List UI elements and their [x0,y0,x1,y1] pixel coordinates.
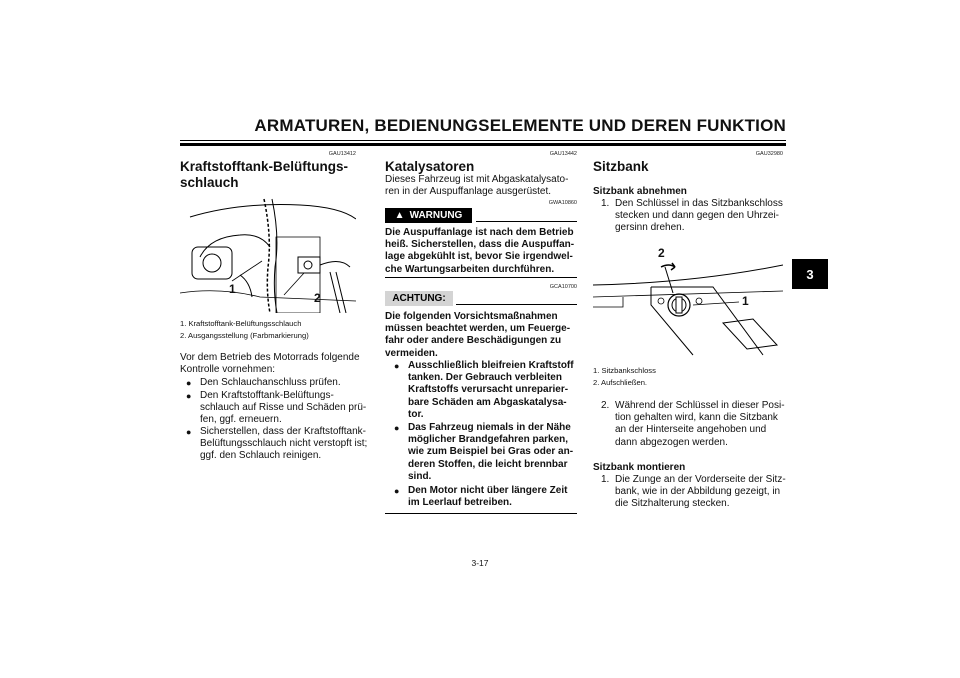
list-item: ● Den Motor nicht über längere Zeit im Leerlauf betreiben. [394,485,568,509]
chapter-tab: 3 [792,259,828,289]
intro-text-line1: Vor dem Betrieb des Motorrads folgende [180,352,360,363]
figure-callout-2: 2 [314,291,321,305]
intro-text-line1: Dieses Fahrzeug ist mit Abgaskatalysato- [385,174,569,185]
warning-end-rule [385,277,577,278]
section-code: GAU13412 [328,151,356,157]
bullet-icon: ● [394,423,400,433]
step-item: 1. Den Schlüssel in das Sitzbankschloss stecken und dann gegen den Uhrzei- gersinn drehen. [601,198,783,234]
figure-callout-1: 1 [742,294,749,308]
warning-rule [476,221,577,222]
header-rule [180,140,786,141]
section-code: GAU13442 [549,151,577,157]
intro-text-line2: Kontrolle vornehmen: [180,364,276,375]
step-item: 1. Die Zunge an der Vorderseite der Sitz- bank, wie in der Abbildung gezeigt, in die Sitzhalterung stecken. [601,474,786,510]
figure-caption-1: 1. Sitzbankschloss [593,366,656,375]
figure-callout-2: 2 [658,246,665,260]
warning-code: GWA10860 [548,200,577,206]
warning-badge: ▲ WARNUNG [385,208,472,223]
list-item: ● Das Fahrzeug niemals in der Nähe möglicher Brandgefahren parken, wie zum Beispiel bei Gras oder an- deren Stoffen, die leicht brennbar sind. [394,422,574,482]
section-code: GAU32980 [755,151,783,157]
warning-text: Die Auspuffanlage ist nach dem Betrieb heiß. Sicherstellen, dass die Auspuffan- lage abgekühlt ist, bevor Sie irgendwel- che Wartungsarbeiten durchführen. [385,227,575,275]
warning-triangle-icon: ▲ [394,210,405,221]
section-title: Sitzbank [593,159,649,174]
subsection-title: Sitzbank montieren [593,462,686,473]
page-header-title: ARMATUREN, BEDIENUNGSELEMENTE UND DEREN FUNKTION [254,116,786,135]
bullet-icon: ● [394,361,400,371]
page-number: 3-17 [471,558,489,568]
list-item: ● Sicherstellen, dass der Kraftstofftank- Belüftungsschlauch nicht verstopft ist; ggf. den Schlauch reinigen. [186,426,368,462]
list-item: ● Ausschließlich bleifreien Kraftstoff tanken. Der Gebrauch verbleiten Kraftstoffs verursacht unreparier- bare Schäden am Abgaskatalysa- tor. [394,360,574,420]
header-rule-thick [180,143,786,146]
step-item: 2. Während der Schlüssel in dieser Posi- tion gehalten wird, kann die Sitzbank an der Hinterseite angehoben und dann abgezogen werden. [601,400,785,448]
caution-rule [456,304,577,305]
section-title: Katalysatoren [385,159,475,174]
intro-text-line2: ren in der Auspuffanlage ausgerüstet. [385,186,552,197]
bullet-icon: ● [186,427,192,437]
list-item: ● Den Schlauchanschluss prüfen. [186,377,341,388]
subsection-title: Sitzbank abnehmen [593,186,687,197]
list-item: ● Den Kraftstofftank-Belüftungs- schlauch auf Risse und Schäden prü- fen, ggf. erneuern. [186,390,367,426]
figure-callout-1: 1 [229,282,236,296]
bullet-icon: ● [394,486,400,496]
figure-caption-2: 2. Aufschließen. [593,378,648,387]
caution-badge: ACHTUNG: [385,291,453,306]
section-title-line1: Kraftstofftank-Belüftungs- [180,159,348,174]
seat-lock-figure [593,245,783,361]
fuel-tank-breather-hose-figure [180,197,356,313]
figure-caption-2: 2. Ausgangsstellung (Farbmarkierung) [180,331,309,340]
caution-code: GCA10700 [549,284,577,290]
bullet-icon: ● [186,378,192,388]
section-title-line2: schlauch [180,175,239,190]
caution-end-rule [385,513,577,514]
figure-caption-1: 1. Kraftstofftank-Belüftungsschlauch [180,319,302,328]
caution-text: Die folgenden Vorsichtsmaßnahmen müssen beachtet werden, um Feuerge- fahr oder andere Beschädigungen zu vermeiden. [385,311,571,359]
bullet-icon: ● [186,391,192,401]
